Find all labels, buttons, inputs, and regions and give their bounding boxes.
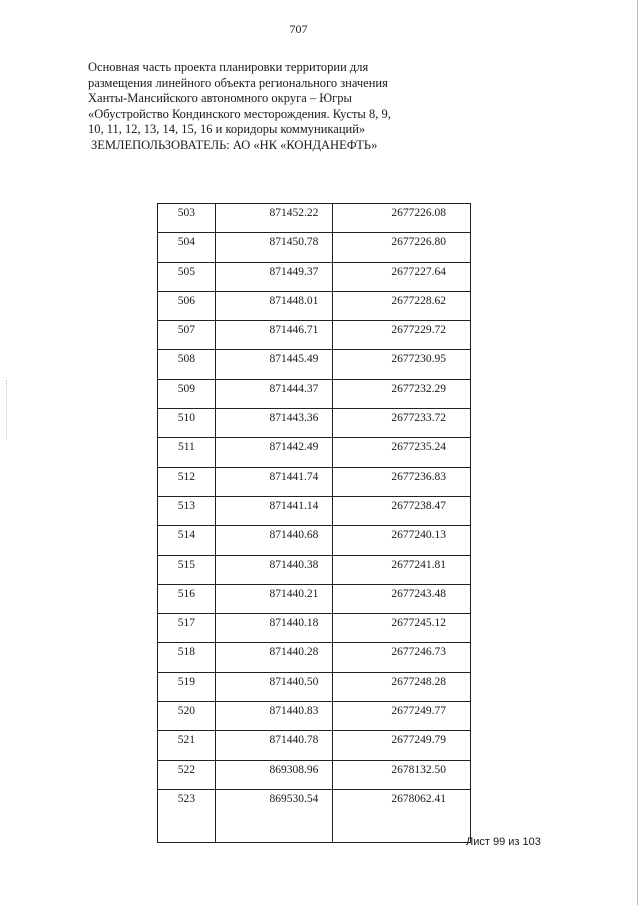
x-coordinate-cell: 871440.38 xyxy=(215,555,333,584)
y-coordinate-cell: 2677243.48 xyxy=(333,584,471,613)
table-row xyxy=(158,233,471,262)
point-number-cell: 506 xyxy=(158,291,216,320)
x-coordinate-cell: 869308.96 xyxy=(215,760,333,789)
x-coordinate-cell: 871440.50 xyxy=(215,672,333,701)
y-coordinate-cell: 2677249.79 xyxy=(333,731,471,760)
x-coordinate-cell: 871452.22 xyxy=(215,204,333,233)
point-number-cell: 509 xyxy=(158,379,216,408)
y-coordinate-cell: 2677226.80 xyxy=(333,233,471,262)
point-number-cell: 503 xyxy=(158,204,216,233)
sheet-label: Лист 99 из 103 xyxy=(466,836,541,848)
table-row xyxy=(158,526,471,555)
point-number-cell: 507 xyxy=(158,321,216,350)
table-row xyxy=(158,291,471,320)
header-line-4: «Обустройство Кондинского месторождения. Кусты 8, 9, xyxy=(88,106,391,121)
y-coordinate-cell: 2677245.12 xyxy=(333,614,471,643)
x-coordinate-cell: 871448.01 xyxy=(215,291,333,320)
point-number-cell: 511 xyxy=(158,438,216,467)
y-coordinate-cell: 2677248.28 xyxy=(333,672,471,701)
point-number-cell: 510 xyxy=(158,409,216,438)
header-line-3: Ханты-Мансийского автономного округа – Югры xyxy=(88,91,352,106)
y-coordinate-cell: 2678062.41 xyxy=(333,789,471,842)
coordinates-table-body xyxy=(158,204,471,843)
point-number-cell: 520 xyxy=(158,702,216,731)
x-coordinate-cell: 871440.28 xyxy=(215,643,333,672)
x-coordinate-cell: 871445.49 xyxy=(215,350,333,379)
document-header xyxy=(88,60,408,154)
table-row xyxy=(158,614,471,643)
header-line-5: 10, 11, 12, 13, 14, 15, 16 и коридоры коммуникаций» xyxy=(88,122,366,137)
table-row xyxy=(158,321,471,350)
y-coordinate-cell: 2677240.13 xyxy=(333,526,471,555)
y-coordinate-cell: 2677238.47 xyxy=(333,496,471,525)
point-number-cell: 514 xyxy=(158,526,216,555)
x-coordinate-cell: 871442.49 xyxy=(215,438,333,467)
point-number-cell: 505 xyxy=(158,262,216,291)
y-coordinate-cell: 2677227.64 xyxy=(333,262,471,291)
table-row xyxy=(158,643,471,672)
x-coordinate-cell: 871441.74 xyxy=(215,467,333,496)
x-coordinate-cell: 871440.83 xyxy=(215,702,333,731)
table-row xyxy=(158,760,471,789)
point-number-cell: 521 xyxy=(158,731,216,760)
y-coordinate-cell: 2677230.95 xyxy=(333,350,471,379)
table-row xyxy=(158,555,471,584)
x-coordinate-cell: 869530.54 xyxy=(215,789,333,842)
coordinates-table xyxy=(157,203,471,843)
point-number-cell: 513 xyxy=(158,496,216,525)
table-row xyxy=(158,584,471,613)
table-row xyxy=(158,672,471,701)
y-coordinate-cell: 2677228.62 xyxy=(333,291,471,320)
point-number-cell: 504 xyxy=(158,233,216,262)
y-coordinate-cell: 2677249.77 xyxy=(333,702,471,731)
x-coordinate-cell: 871446.71 xyxy=(215,321,333,350)
table-row xyxy=(158,262,471,291)
page-number: 707 xyxy=(289,22,308,36)
x-coordinate-cell: 871441.14 xyxy=(215,496,333,525)
y-coordinate-cell: 2677229.72 xyxy=(333,321,471,350)
x-coordinate-cell: 871444.37 xyxy=(215,379,333,408)
table-row xyxy=(158,409,471,438)
table-row xyxy=(158,350,471,379)
header-line-2: размещения линейного объекта регионального значения xyxy=(88,75,388,90)
point-number-cell: 523 xyxy=(158,789,216,842)
x-coordinate-cell: 871450.78 xyxy=(215,233,333,262)
table-row xyxy=(158,438,471,467)
y-coordinate-cell: 2677246.73 xyxy=(333,643,471,672)
x-coordinate-cell: 871440.18 xyxy=(215,614,333,643)
point-number-cell: 508 xyxy=(158,350,216,379)
point-number-cell: 515 xyxy=(158,555,216,584)
point-number-cell: 517 xyxy=(158,614,216,643)
y-coordinate-cell: 2677241.81 xyxy=(333,555,471,584)
y-coordinate-cell: 2678132.50 xyxy=(333,760,471,789)
table-row xyxy=(158,379,471,408)
point-number-cell: 519 xyxy=(158,672,216,701)
point-number-cell: 518 xyxy=(158,643,216,672)
point-number-cell: 516 xyxy=(158,584,216,613)
y-coordinate-cell: 2677236.83 xyxy=(333,467,471,496)
y-coordinate-cell: 2677235.24 xyxy=(333,438,471,467)
header-line-1: Основная часть проекта планировки территории для xyxy=(88,60,369,74)
table-row xyxy=(158,204,471,233)
scan-edge-line xyxy=(637,0,638,905)
table-row xyxy=(158,731,471,760)
y-coordinate-cell: 2677232.29 xyxy=(333,379,471,408)
x-coordinate-cell: 871440.78 xyxy=(215,731,333,760)
y-coordinate-cell: 2677226.08 xyxy=(333,204,471,233)
point-number-cell: 522 xyxy=(158,760,216,789)
y-coordinate-cell: 2677233.72 xyxy=(333,409,471,438)
scan-left-marks xyxy=(6,380,8,440)
table-row xyxy=(158,496,471,525)
x-coordinate-cell: 871449.37 xyxy=(215,262,333,291)
table-row xyxy=(158,789,471,842)
x-coordinate-cell: 871440.21 xyxy=(215,584,333,613)
point-number-cell: 512 xyxy=(158,467,216,496)
x-coordinate-cell: 871440.68 xyxy=(215,526,333,555)
table-row xyxy=(158,702,471,731)
x-coordinate-cell: 871443.36 xyxy=(215,409,333,438)
land-user-line: ЗЕМЛЕПОЛЬЗОВАТЕЛЬ: АО «НК «КОНДАНЕФТЬ» xyxy=(91,137,378,152)
table-row xyxy=(158,467,471,496)
